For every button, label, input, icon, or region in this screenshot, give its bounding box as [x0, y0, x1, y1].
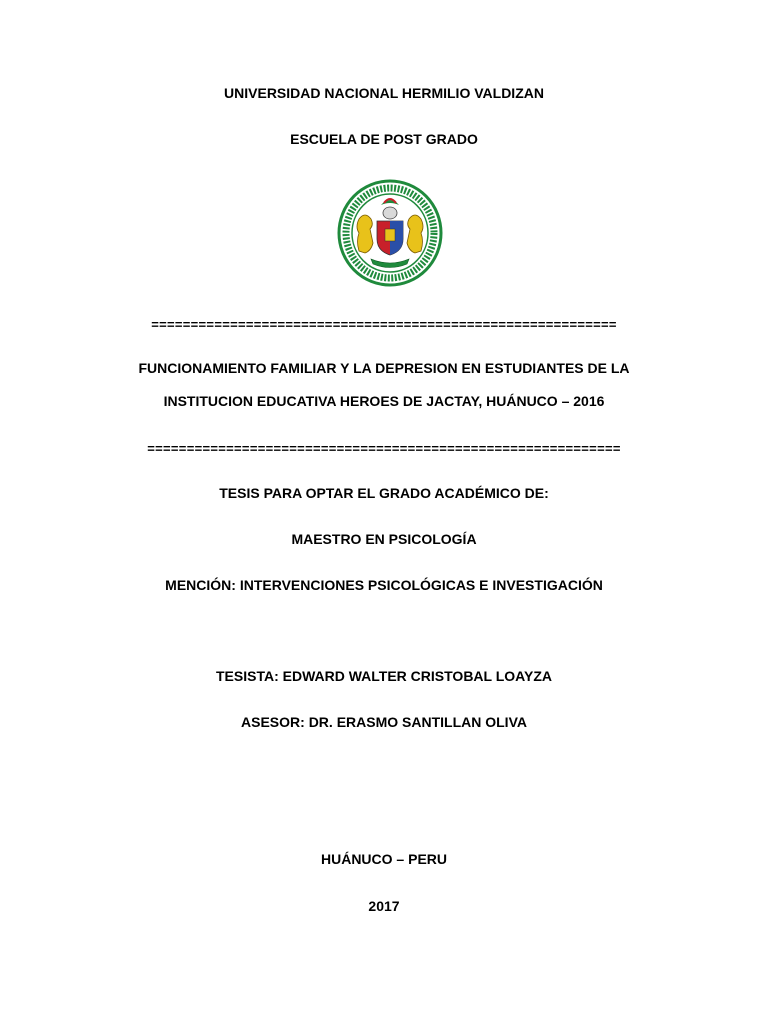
degree-name: MAESTRO EN PSICOLOGÍA: [291, 531, 477, 547]
place: HUÁNUCO – PERU: [320, 851, 447, 867]
thesis-title-line-2: INSTITUCION EDUCATIVA HEROES DE JACTAY, HUÁNUCO – 2016: [163, 393, 605, 409]
university-seal-icon: [337, 179, 443, 287]
thesis-author: TESISTA: EDWARD WALTER CRISTOBAL LOAYZA: [215, 668, 552, 684]
thesis-advisor: ASESOR: DR. ERASMO SANTILLAN OLIVA: [241, 714, 527, 730]
degree-intro: TESIS PARA OPTAR EL GRADO ACADÉMICO DE:: [219, 485, 549, 501]
separator-top: ===========================================================: [151, 317, 617, 332]
school-name: ESCUELA DE POST GRADO: [290, 131, 478, 147]
separator-bottom: ============================================================: [147, 441, 621, 456]
degree-mention: MENCIÓN: INTERVENCIONES PSICOLÓGICAS E INVESTIGACIÓN: [165, 577, 603, 593]
university-name: UNIVERSIDAD NACIONAL HERMILIO VALDIZAN: [224, 85, 544, 101]
year: 2017: [368, 898, 400, 914]
thesis-title-line-1: FUNCIONAMIENTO FAMILIAR Y LA DEPRESION EN ESTUDIANTES DE LA: [138, 360, 630, 376]
